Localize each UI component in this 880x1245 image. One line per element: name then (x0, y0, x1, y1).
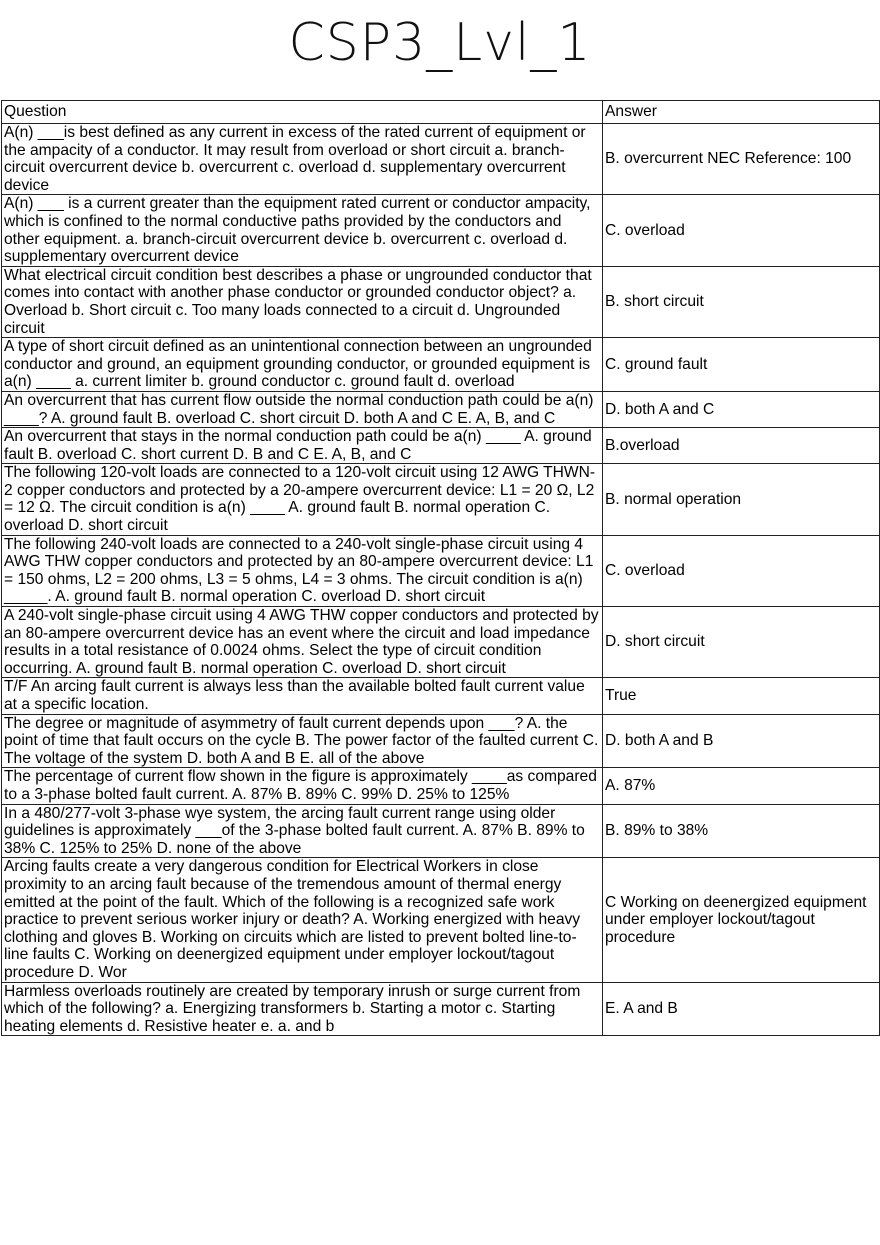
table-row (2, 266, 880, 337)
table-row (2, 124, 880, 195)
table-row (2, 391, 880, 427)
table-row (2, 858, 880, 982)
table-row (2, 714, 880, 768)
question-cell: The following 120-volt loads are connected to a 120-volt circuit using 12 AWG THWN-2 copper conductors and protected by a 20-ampere overcurrent device: L1 = 20 Ω, L2 = 12 Ω. The circuit condition is a(n) ____ A. ground fault B. normal operation C. overload D. short circuit (2, 464, 603, 535)
table-row (2, 535, 880, 606)
answer-cell: D. both A and C (603, 391, 880, 427)
answer-cell: C. overload (603, 195, 880, 266)
table-row (2, 607, 880, 678)
question-cell: In a 480/277-volt 3-phase wye system, the arcing fault current range using older guidelines is approximately ___of the 3-phase bolted fault current. A. 87% B. 89% to 38% C. 125% to 25% D. none of the above (2, 804, 603, 858)
question-cell: T/F An arcing fault current is always less than the available bolted fault current value at a specific location. (2, 678, 603, 714)
answer-cell: C. ground fault (603, 338, 880, 392)
answer-cell: True (603, 678, 880, 714)
answer-cell: B. overcurrent NEC Reference: 100 (603, 124, 880, 195)
table-row (2, 195, 880, 266)
table-row (2, 464, 880, 535)
question-cell: An overcurrent that stays in the normal conduction path could be a(n) ____ A. ground fault B. overload C. short current D. B and C E. A, B, and C (2, 428, 603, 464)
answer-cell: C Working on deenergized equipment under employer lockout/tagout procedure (603, 858, 880, 982)
qa-table (1, 100, 880, 1036)
table-row (2, 982, 880, 1036)
question-cell: A 240-volt single-phase circuit using 4 AWG THW copper conductors and protected by an 80-ampere overcurrent device has an event where the circuit and load impedance results in a total resistance of 0.0024 ohms. Select the type of circuit condition occurring. A. ground fault B. normal operation C. overload D. short circuit (2, 607, 603, 678)
question-cell: The degree or magnitude of asymmetry of fault current depends upon ___? A. the point of time that fault occurs on the cycle B. The power factor of the faulted current C. The voltage of the system D. both A and B E. all of the above (2, 714, 603, 768)
answer-cell: B.overload (603, 428, 880, 464)
question-cell: A(n) ___is best defined as any current in excess of the rated current of equipment or the ampacity of a conductor. It may result from overload or short circuit a. branch-circuit overcurrent device b. overcurrent c. overload d. supplementary overcurrent device (2, 124, 603, 195)
table-row (2, 428, 880, 464)
question-cell: A(n) ___ is a current greater than the equipment rated current or conductor ampacity, which is confined to the normal conductive paths provided by the conductors and other equipment. a. branch-circuit overcurrent device b. overcurrent c. overload d. supplementary overcurrent device (2, 195, 603, 266)
answer-cell: D. short circuit (603, 607, 880, 678)
answer-cell: B. short circuit (603, 266, 880, 337)
table-row (2, 678, 880, 714)
answer-header: Answer (603, 101, 880, 124)
question-cell: What electrical circuit condition best describes a phase or ungrounded conductor that comes into contact with another phase conductor or grounded conductor object? a. Overload b. Short circuit c. Too many loads connected to a circuit d. Ungrounded circuit (2, 266, 603, 337)
question-cell: The percentage of current flow shown in the figure is approximately ____as compared to a 3-phase bolted fault current. A. 87% B. 89% C. 99% D. 25% to 125% (2, 768, 603, 804)
question-cell: An overcurrent that has current flow outside the normal conduction path could be a(n) ____? A. ground fault B. overload C. short circuit D. both A and C E. A, B, and C (2, 391, 603, 427)
answer-cell: B. 89% to 38% (603, 804, 880, 858)
answer-cell: C. overload (603, 535, 880, 606)
question-header: Question (2, 101, 603, 124)
table-row (2, 768, 880, 804)
answer-cell: E. A and B (603, 982, 880, 1036)
table-row (2, 804, 880, 858)
answer-cell: A. 87% (603, 768, 880, 804)
answer-cell: B. normal operation (603, 464, 880, 535)
table-row (2, 338, 880, 392)
question-cell: Arcing faults create a very dangerous condition for Electrical Workers in close proximity to an arcing fault because of the tremendous amount of thermal energy emitted at the point of the fault. Which of the following is a recognized safe work practice to prevent serious worker injury or death? A. Working energized with heavy clothing and gloves B. Working on circuits which are listed to prevent bolted line-to-line faults C. Working on deenergized equipment under employer lockout/tagout procedure D. Wor (2, 858, 603, 982)
page-title: CSP3_Lvl_1 (288, 13, 592, 73)
question-cell: A type of short circuit defined as an unintentional connection between an ungrounded conductor and ground, an equipment grounding conductor, or grounded equipment is a(n) ____ a. current limiter b. ground conductor c. ground fault d. overload (2, 338, 603, 392)
question-cell: The following 240-volt loads are connected to a 240-volt single-phase circuit using 4 AWG THW copper conductors and protected by an 80-ampere overcurrent device: L1 = 150 ohms, L2 = 200 ohms, L3 = 5 ohms, L4 = 3 ohms. The circuit condition is a(n) _____. A. ground fault B. normal operation C. overload D. short circuit (2, 535, 603, 606)
question-cell: Harmless overloads routinely are created by temporary inrush or surge current from which of the following? a. Energizing transformers b. Starting a motor c. Starting heating elements d. Resistive heater e. a. and b (2, 982, 603, 1036)
table-header-row (2, 101, 880, 124)
answer-cell: D. both A and B (603, 714, 880, 768)
